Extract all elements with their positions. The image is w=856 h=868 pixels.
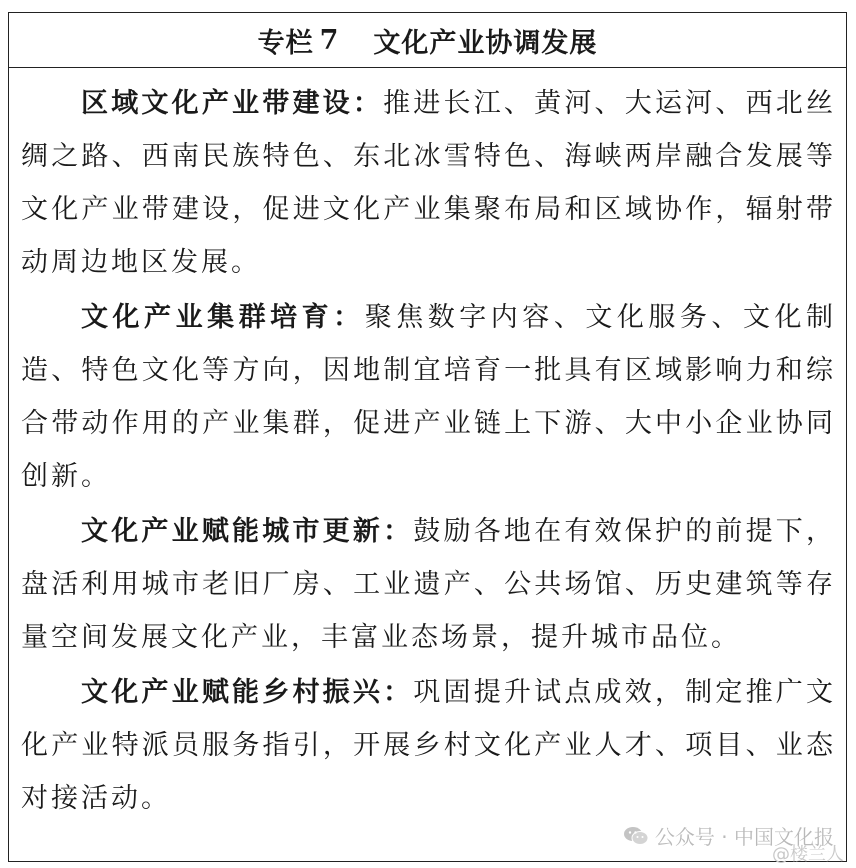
paragraph-lead: 文化产业赋能乡村振兴： bbox=[81, 677, 414, 708]
paragraph-lead: 文化产业赋能城市更新： bbox=[81, 516, 414, 547]
paragraph-rural-revitalization bbox=[21, 666, 836, 825]
watermark-secondary: @楼兰人 bbox=[772, 844, 844, 865]
wechat-icon bbox=[623, 826, 649, 846]
paragraph-urban-renewal bbox=[21, 505, 836, 664]
paragraph-body: 推进长江、黄河、大运河、西北丝绸之路、西南民族特色、东北冰雪特色、海峡两岸融合发展等文化产业带建设，促进文化产业集聚布局和区域协作，辐射带动周边地区发展。 bbox=[21, 88, 837, 278]
title-prefix: 专栏 bbox=[257, 27, 314, 59]
paragraph-body: 鼓励各地在有效保护的前提下，盘活利用城市老旧厂房、工业遗产、公共场馆、历史建筑等存量空间发展文化产业，丰富业态场景，提升城市品位。 bbox=[21, 516, 837, 653]
box-title bbox=[9, 13, 846, 68]
box-content bbox=[9, 68, 846, 825]
paragraph-regional-belt bbox=[21, 77, 836, 289]
paragraph-lead: 区域文化产业带建设： bbox=[81, 88, 384, 119]
title-text: 文化产业协调发展 bbox=[373, 27, 598, 59]
paragraph-lead: 文化产业集群培育： bbox=[81, 302, 365, 333]
paragraph-body: 聚焦数字内容、文化服务、文化制造、特色文化等方向，因地制宜培育一批具有区域影响力和综合带动作用的产业集群，促进产业链上下游、大中小企业协同创新。 bbox=[21, 302, 837, 492]
title-number: 7 bbox=[319, 24, 340, 56]
paragraph-body: 巩固提升试点成效，制定推广文化产业特派员服务指引，开展乡村文化产业人才、项目、业态对接活动。 bbox=[21, 677, 837, 814]
feature-box bbox=[8, 12, 847, 862]
watermark-text: 公众号 · 中国文化报 bbox=[654, 825, 834, 849]
paragraph-cluster-cultivation bbox=[21, 291, 836, 503]
